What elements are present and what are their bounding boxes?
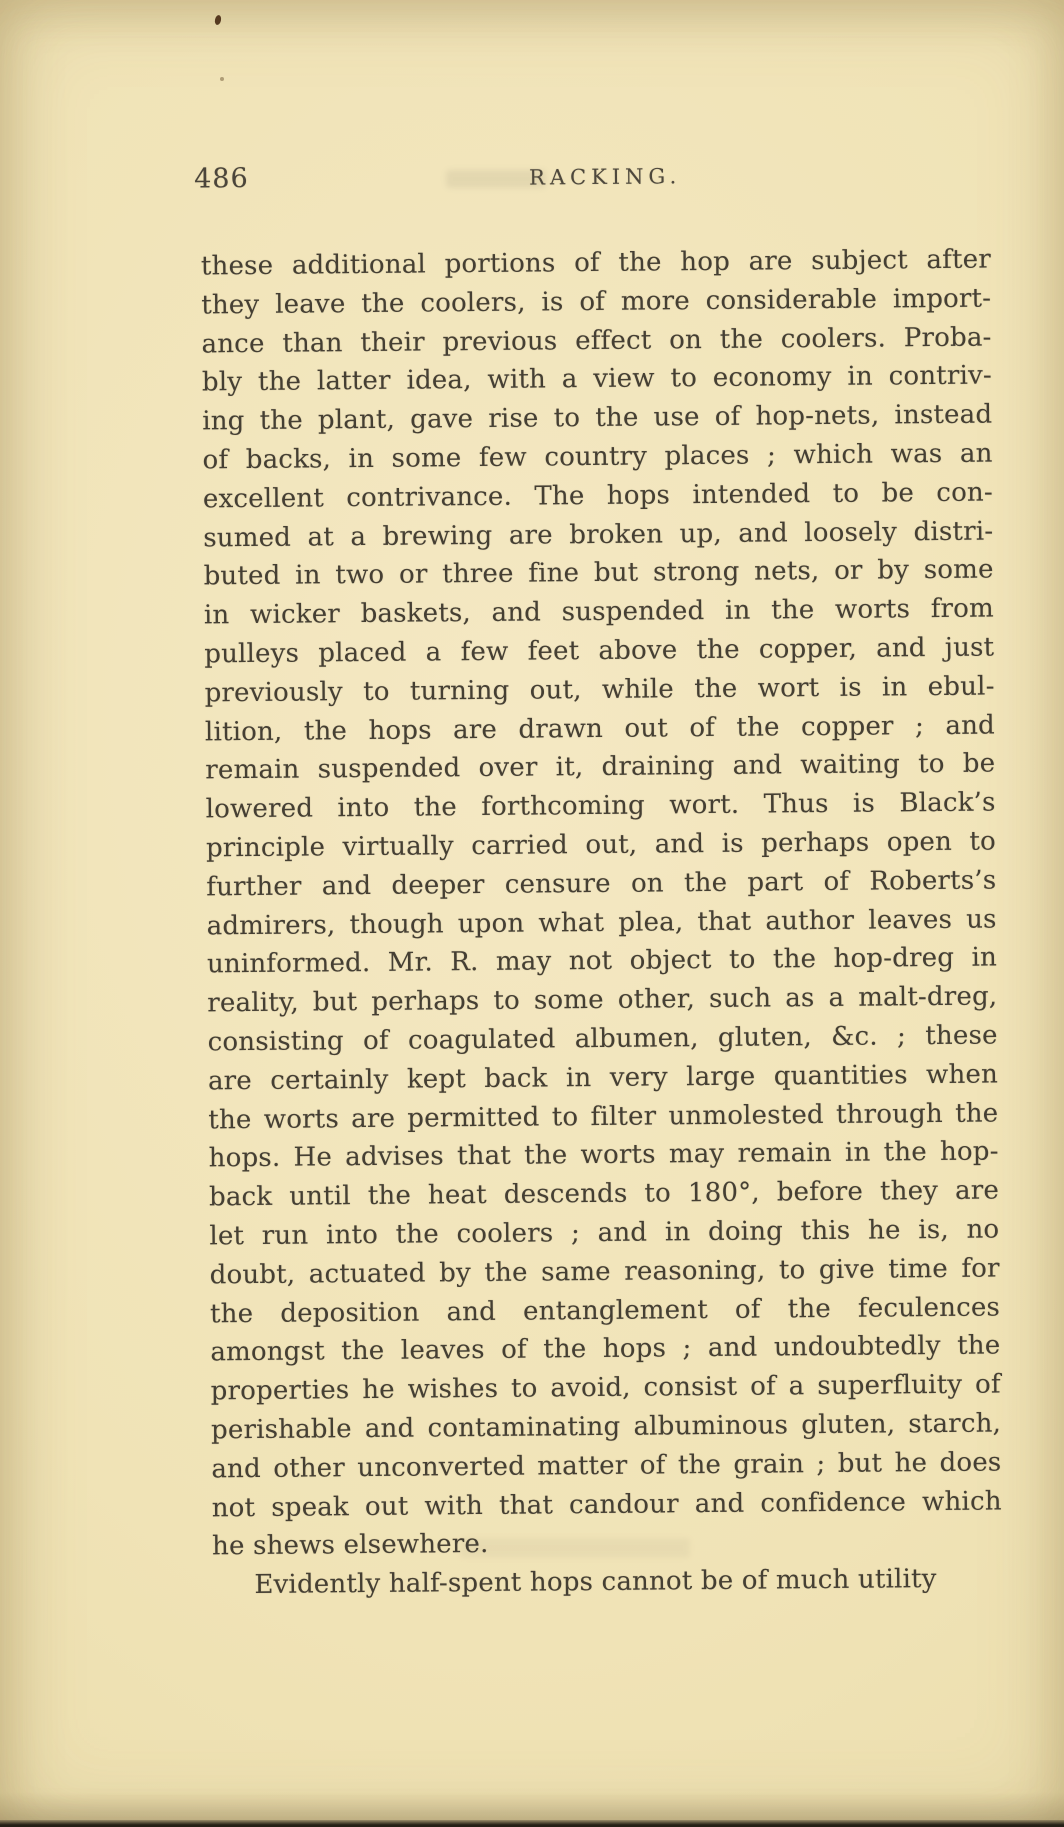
text-line: reality, but perhaps to some other, such as a malt-dreg, <box>207 981 998 1019</box>
text-line: the worts are permitted to filter unmolested through the <box>208 1098 999 1135</box>
text-line: further and deeper censure on the part of Roberts’s <box>206 865 997 903</box>
ink-speck <box>214 14 222 25</box>
text-line: doubt, actuated by the same reasoning, to give time for <box>209 1253 1000 1291</box>
text-line: buted in two or three fine but strong nets, or by some <box>203 554 994 592</box>
text-line: of backs, in some few country places ; which was an <box>202 438 993 476</box>
text-line: lition, the hops are drawn out of the copper ; and <box>204 710 996 747</box>
text-line: properties he wishes to avoid, consist of a superfluity of <box>210 1369 1001 1407</box>
text-line: pulleys placed a few feet above the copper, and just <box>204 632 995 670</box>
ink-speck <box>220 77 224 81</box>
text-line: and other unconverted matter of the grain ; but he does <box>211 1447 1002 1485</box>
text-line: uninformed. Mr. R. may not object to the hop-dreg in <box>206 942 998 980</box>
text-line: excellent contrivance. The hops intended to be con- <box>202 477 994 515</box>
text-line: not speak out with that candour and confidence which <box>211 1486 1002 1523</box>
text-line: lowered into the forthcoming wort. Thus is Black’s <box>205 787 996 825</box>
page-number: 486 <box>194 163 249 195</box>
text-line: perishable and contaminating albuminous gluten, starch, <box>210 1408 1002 1446</box>
text-line: are certainly kept back in very large quantities when <box>207 1059 999 1097</box>
text-line: remain suspended over it, draining and waiting to be <box>205 748 996 786</box>
text-line: principle virtually carried out, and is perhaps open to <box>205 826 997 864</box>
text-line: sumed at a brewing are broken up, and loosely distri- <box>203 516 994 554</box>
running-header: RACKING. <box>528 164 682 190</box>
text-line: in wicker baskets, and suspended in the worts from <box>203 593 995 631</box>
page-header <box>194 157 990 202</box>
text-line: ing the plant, gave rise to the use of hop-nets, instead <box>202 399 993 437</box>
page-content <box>194 157 1003 1606</box>
text-line: the deposition and entanglement of the feculences <box>209 1292 1001 1329</box>
text-line: they leave the coolers, is of more considerable import- <box>201 283 992 321</box>
text-line: he shews elsewhere. <box>211 1529 489 1562</box>
text-line: admirers, though upon what plea, that author leaves us <box>206 904 997 941</box>
scan-bottom-shadow <box>0 1792 1064 1820</box>
body-text <box>201 241 1003 1606</box>
text-line: these additional portions of the hop are subject after <box>200 244 992 282</box>
text-line: previously to turning out, while the wort is in ebul- <box>204 671 995 709</box>
text-line: hops. He advises that the worts may remain in the hop- <box>208 1136 999 1174</box>
text-line: let run into the coolers ; and in doing this he is, no <box>209 1214 1000 1252</box>
scan-bottom-edge <box>0 1820 1064 1827</box>
text-line: ance than their previous effect on the coolers. Proba- <box>201 322 992 360</box>
text-line: amongst the leaves of the hops ; and undoubtedly the <box>210 1330 1001 1368</box>
text-line: bly the latter idea, with a view to economy in contriv- <box>201 360 993 398</box>
text-line: back until the heat descends to 180°, before they are <box>208 1175 1000 1213</box>
text-line: Evidently half-spent hops cannot be of much utility <box>254 1564 937 1601</box>
text-line: consisting of coagulated albumen, gluten, &c. ; these <box>207 1020 998 1058</box>
